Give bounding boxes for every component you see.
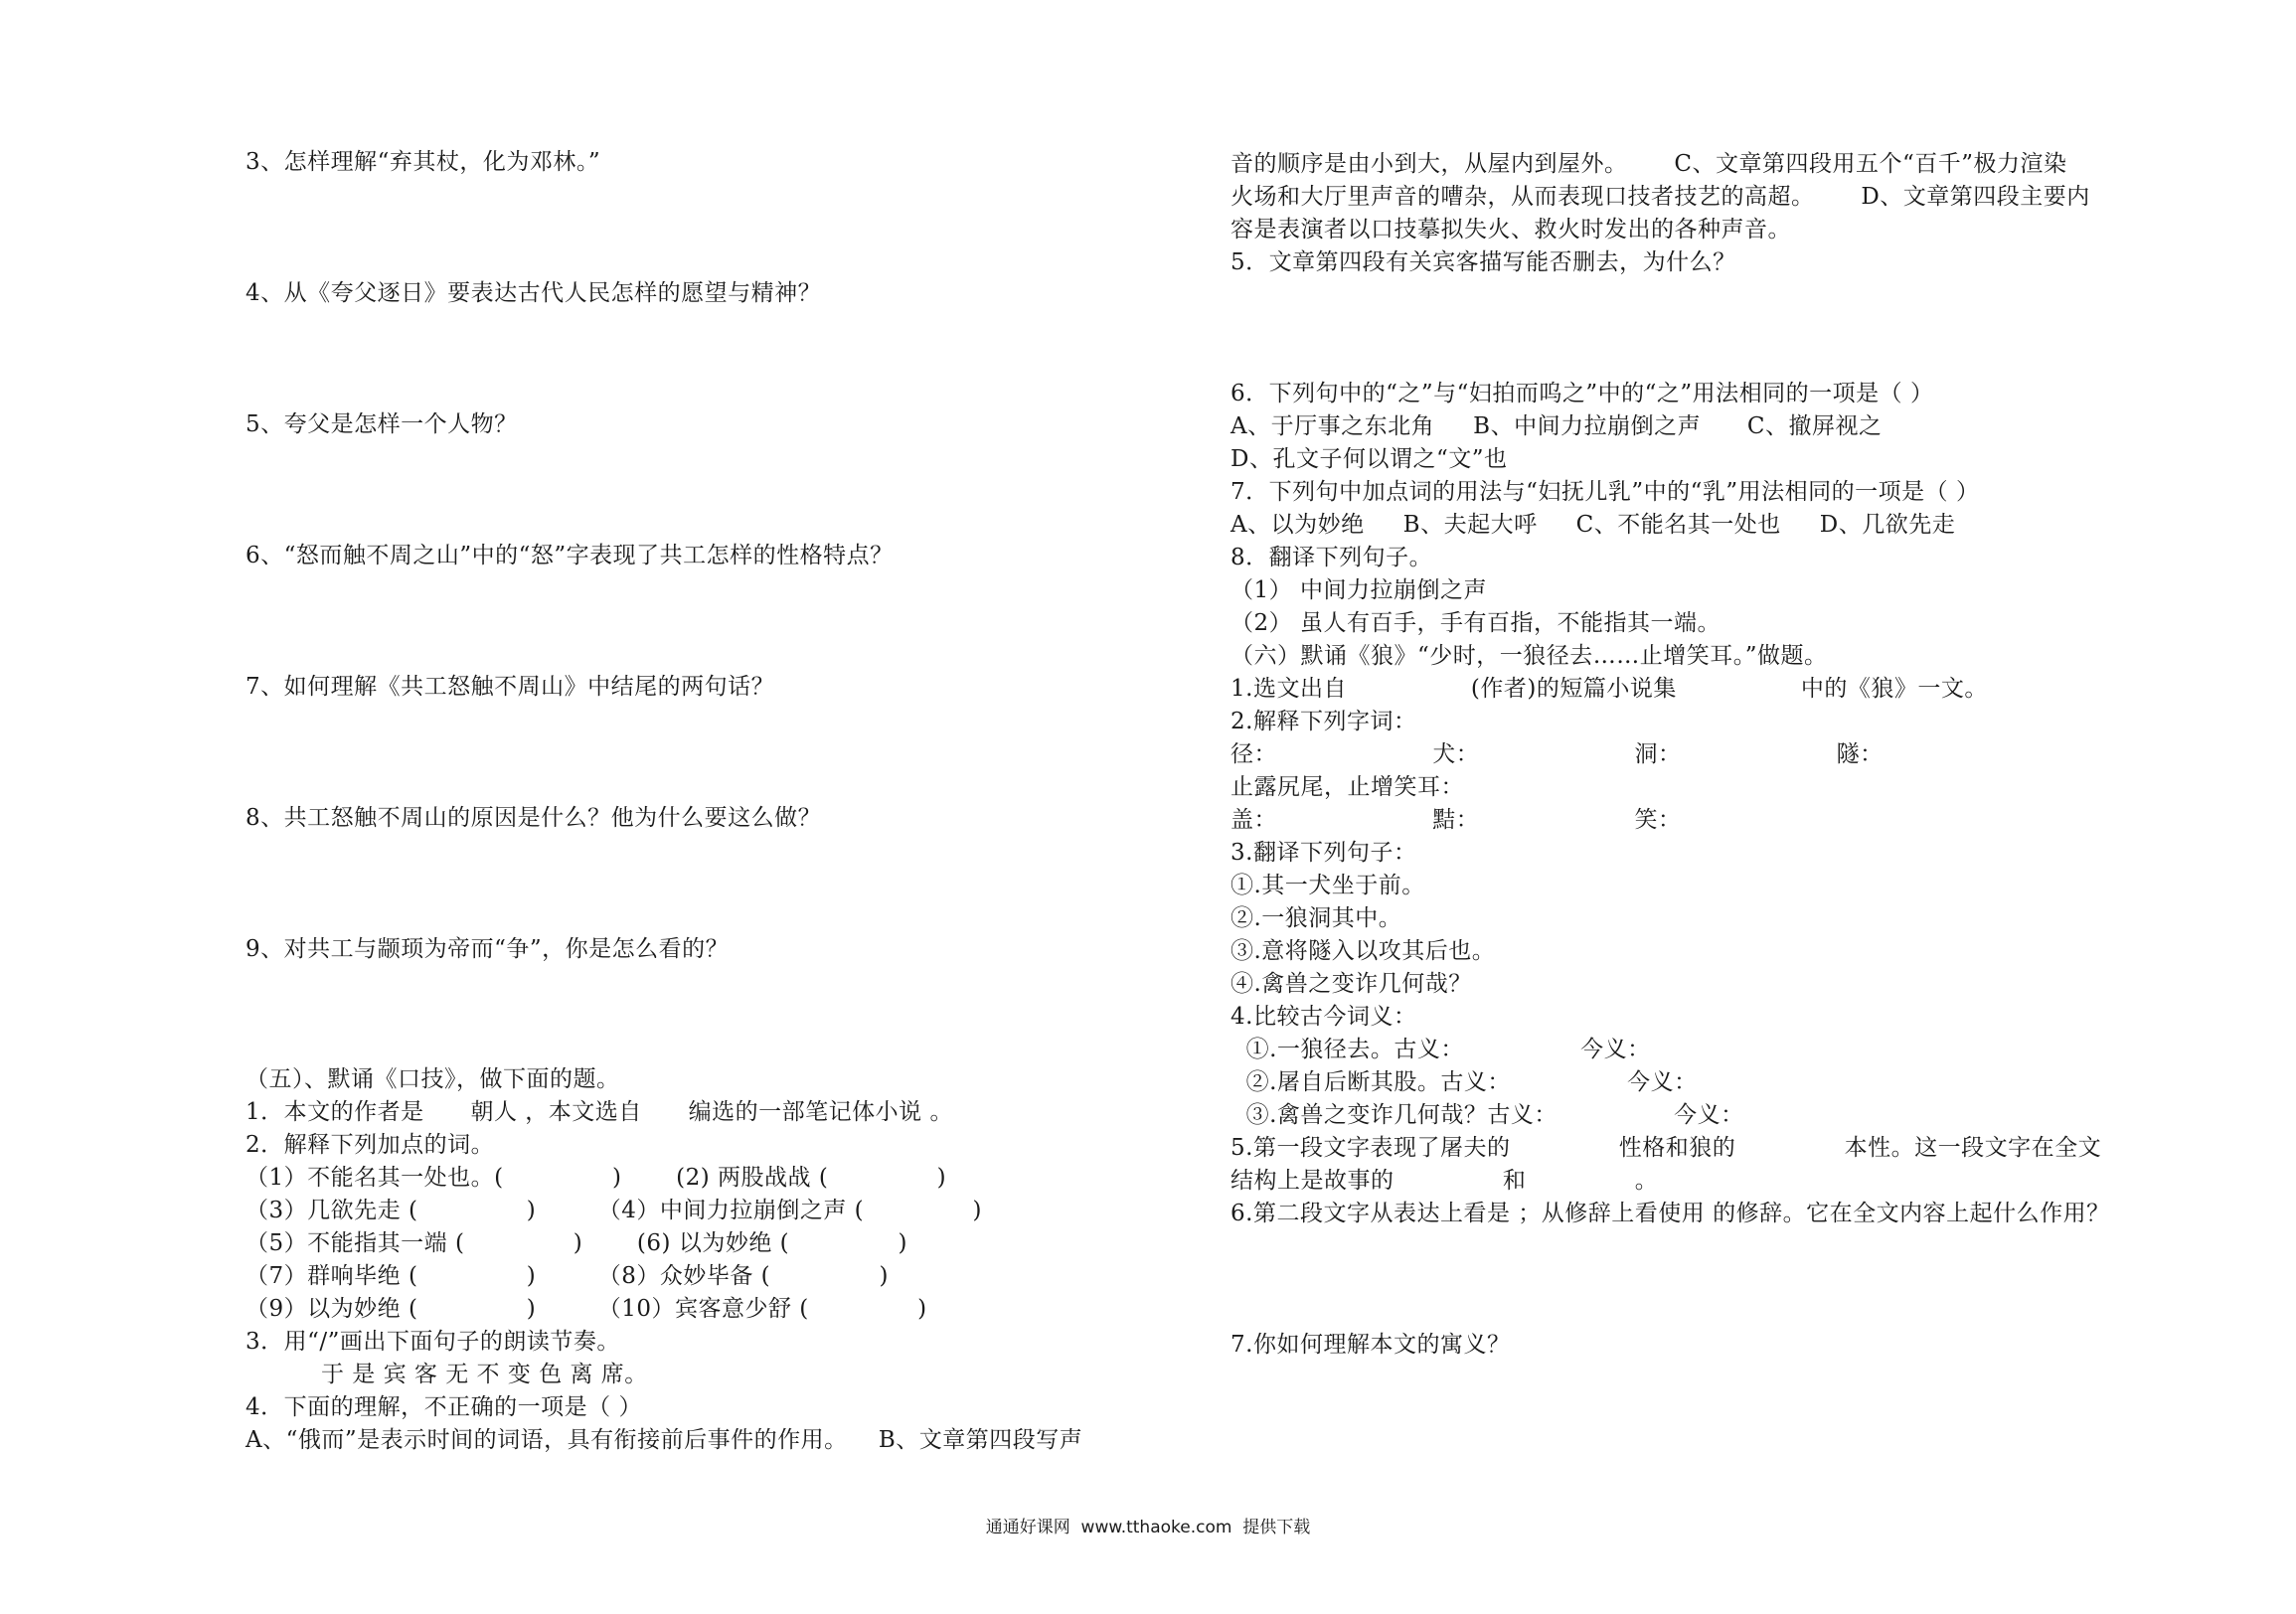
section-6-q4-item: ①.一狼径去。古义： 今义： [1230, 1037, 1651, 1062]
question-6: 6、“怒而触不周之山”中的“怒”字表现了共工怎样的性格特点？ [246, 543, 894, 568]
section-6-q2-row: 径： 犬： 洞： 隧： [1230, 741, 1884, 767]
section-5-q8-item: （1） 中间力拉崩倒之声 [1230, 577, 1487, 603]
section-6-q2-row: 盖： 黠： 笑： [1230, 807, 1682, 833]
section-6-q1: 1.选文出自 (作者)的短篇小说集 中的《狼》一文。 [1230, 676, 1988, 702]
question-8: 8、共工怒触不周山的原因是什么？他为什么要这么做？ [246, 805, 822, 831]
section-5-q8: 8．翻译下列句子。 [1230, 545, 1433, 570]
section-5-q5: 5．文章第四段有关宾客描写能否删去，为什么？ [1230, 249, 1736, 275]
section-6-q4-item: ②.屠自后断其股。古义： 今义： [1230, 1069, 1698, 1095]
section-5-q1: 1．本文的作者是 朝人 ，本文选自 编选的一部笔记体小说 。 [246, 1099, 953, 1125]
section-6-q2: 2.解释下列字词： [1230, 709, 1417, 734]
section-5-q4-option-a: A、“俄而”是表示时间的词语，具有衔接前后事件的作用。 B、文章第四段写声 [246, 1427, 1083, 1453]
section-6-q3: 3.翻译下列句子： [1230, 840, 1417, 866]
section-6-title: （六）默诵《狼》“少时，一狼径去……止增笑耳。”做题。 [1230, 643, 1828, 669]
section-6-q4: 4.比较古今词义： [1230, 1004, 1417, 1030]
section-6-q5: 5.第一段文字表现了屠夫的 性格和狼的 本性。这一段文字在全文 [1230, 1135, 2102, 1161]
section-5-q2-row: （7）群响毕绝 ( ) （8）众妙毕备 ( ) [246, 1263, 889, 1289]
section-5-q8-item: （2） 虽人有百手，手有百指，不能指其一端。 [1230, 610, 1721, 636]
question-4: 4、从《夸父逐日》要表达古代人民怎样的愿望与精神？ [246, 280, 822, 306]
section-5-q4: 4．下面的理解，不正确的一项是（ ） [246, 1394, 642, 1420]
section-5-q7-options: A、以为妙绝 B、夫起大呼 C、不能名其一处也 D、几欲先走 [1230, 512, 1956, 538]
section-5-q2-row: （5）不能指其一端 ( ) (6) 以为妙绝 ( ) [246, 1230, 907, 1256]
footer-source: 通通好课网 www.tthaoke.com 提供下载 [985, 1518, 1311, 1537]
section-5-q6: 6．下列句中的“之”与“妇拍而呜之”中的“之”用法相同的一项是（ ） [1230, 381, 1934, 406]
section-5-q7: 7．下列句中加点词的用法与“妇抚儿乳”中的“乳”用法相同的一项是（ ） [1230, 479, 1980, 505]
question-3: 3、怎样理解“弃其杖，化为邓林。” [246, 149, 601, 175]
section-6-q3-item: ③.意将隧入以攻其后也。 [1230, 938, 1496, 964]
question-9: 9、对共工与颛顼为帝而“争”，你是怎么看的？ [246, 936, 730, 962]
section-5-q2: 2．解释下列加点的词。 [246, 1132, 495, 1158]
section-6-q5-continued: 结构上是故事的 和 。 [1230, 1168, 1659, 1194]
section-6-q3-item: ①.其一犬坐于前。 [1230, 873, 1425, 898]
section-6-q2-row: 止露尻尾，止增笑耳： [1230, 774, 1464, 800]
section-5-q2-row: （1）不能名其一处也。( ) (2) 两股战战 ( ) [246, 1165, 947, 1191]
section-5-q6-option-d: D、孔文子何以谓之“文”也 [1230, 446, 1508, 472]
section-5-q3: 3．用“/”画出下面句子的朗读节奏。 [246, 1329, 620, 1355]
question-7: 7、如何理解《共工怒触不周山》中结尾的两句话？ [246, 674, 775, 700]
section-5-title: （五）、默诵《口技》，做下面的题。 [246, 1066, 620, 1092]
section-6-q3-item: ②.一狼洞其中。 [1230, 905, 1402, 931]
section-5-q2-row: （3）几欲先走 ( ) （4）中间力拉崩倒之声 ( ) [246, 1198, 982, 1223]
section-5-q4-continued: 火场和大厅里声音的嘈杂，从而表现口技者技艺的高超。 D、文章第四段主要内 [1230, 184, 2090, 210]
section-5-q3-sentence: 于 是 宾 客 无 不 变 色 离 席。 [321, 1362, 648, 1387]
question-5: 5、夸父是怎样一个人物？ [246, 411, 518, 437]
section-5-q6-options: A、于厅事之东北角 B、中间力拉崩倒之声 C、撤屏视之 [1230, 413, 1883, 439]
section-6-q3-item: ④.禽兽之变诈几何哉？ [1230, 971, 1472, 997]
section-6-q7: 7.你如何理解本文的寓义？ [1230, 1332, 1511, 1358]
section-5-q4-continued: 音的顺序是由小到大，从屋内到屋外。 C、文章第四段用五个“百千”极力渲染 [1230, 151, 2067, 177]
section-6-q4-item: ③.禽兽之变诈几何哉？古义： 今义： [1230, 1102, 1744, 1128]
section-5-q2-row: （9）以为妙绝 ( ) （10）宾客意少舒 ( ) [246, 1296, 927, 1322]
section-5-q4-continued: 容是表演者以口技摹拟失火、救火时发出的各种声音。 [1230, 217, 1791, 242]
section-6-q6: 6.第二段文字从表达上看是 ；从修辞上看使用 的修辞。它在全文内容上起什么作用？ [1230, 1201, 2110, 1226]
